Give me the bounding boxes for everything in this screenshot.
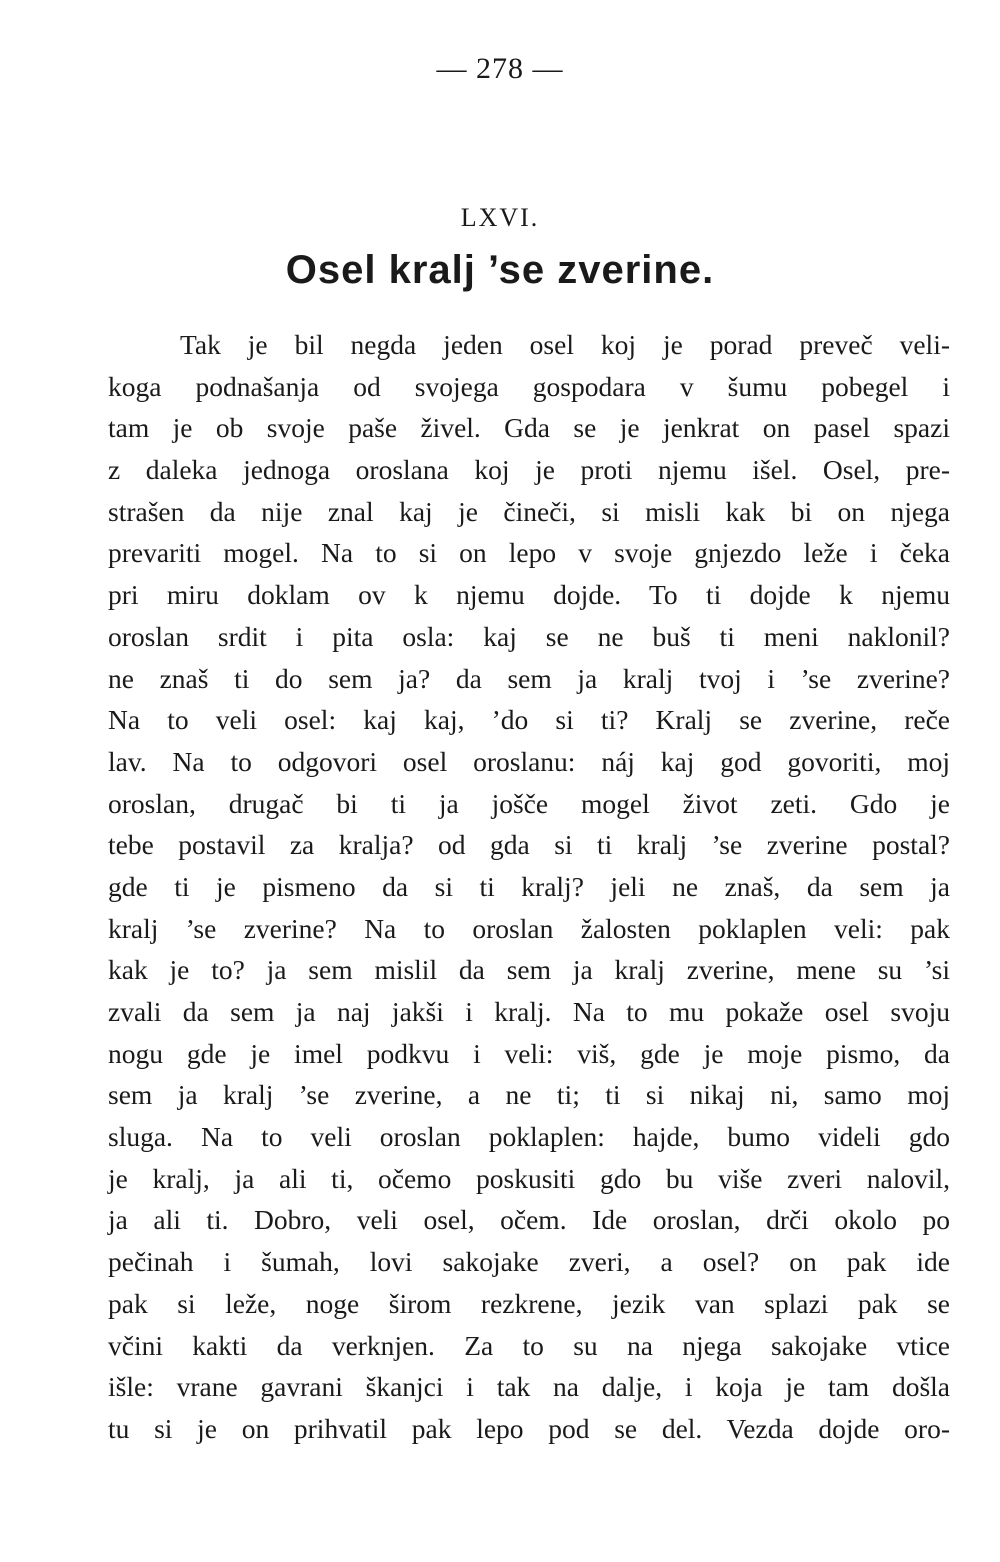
text-line: tu si je on prihvatil pak lepo pod se del. Vezda dojde oro- [108, 1412, 950, 1444]
text-line: pri miru doklam ov k njemu dojde. To ti dojde k njemu [108, 579, 950, 611]
text-line: išle: vrane gavrani škanjci i tak na dalje, i koja je tam došla [108, 1371, 950, 1403]
text-line: včini kakti da verknjen. Za to su na njega sakojake vtice [108, 1329, 950, 1361]
body-text [108, 324, 950, 1450]
chapter-title: Osel kralj ’se zverine. [285, 248, 715, 292]
text-line: koga podnašanja od svojega gospodara v šumu pobegel i [108, 370, 950, 402]
text-line: tam je ob svoje paše živel. Gda se je jenkrat on pasel spazi [108, 412, 950, 444]
text-line: pečinah i šumah, lovi sakojake zveri, a osel? on pak ide [108, 1246, 950, 1278]
text-line: sluga. Na to veli oroslan poklaplen: hajde, bumo videli gdo [108, 1121, 950, 1153]
text-line: strašen da nije znal kaj je čineči, si misli kak bi on njega [108, 495, 950, 527]
text-line: oroslan, drugač bi ti ja jošče mogel život zeti. Gdo je [108, 787, 950, 819]
page-number: — 278 — [436, 52, 564, 85]
text-line: lav. Na to odgovori osel oroslanu: náj kaj god govoriti, moj [108, 745, 950, 777]
text-line: nogu gde je imel podkvu i veli: viš, gde je moje pismo, da [108, 1037, 950, 1069]
text-line: ja ali ti. Dobro, veli osel, očem. Ide oroslan, drči okolo po [108, 1204, 950, 1236]
text-line: ne znaš ti do sem ja? da sem ja kralj tvoj i ’se zverine? [108, 662, 950, 694]
chapter-number: LXVI. [460, 203, 540, 232]
text-line: je kralj, ja ali ti, očemo poskusiti gdo bu više zveri nalovil, [108, 1162, 950, 1194]
text-line: Tak je bil negda jeden osel koj je porad preveč veli- [180, 329, 950, 360]
text-line: zvali da sem ja naj jakši i kralj. Na to mu pokaže osel svoju [108, 996, 950, 1027]
text-line: prevariti mogel. Na to si on lepo v svoje gnjezdo leže i čeka [108, 537, 950, 569]
text-line: gde ti je pismeno da si ti kralj? jeli ne znaš, da sem ja [108, 870, 950, 902]
text-line: oroslan srdit i pita osla: kaj se ne buš ti meni naklonil? [108, 620, 950, 652]
text-line: z daleka jednoga oroslana koj je proti njemu išel. Osel, pre- [108, 454, 950, 486]
text-line: kralj ’se zverine? Na to oroslan žalosten poklaplen veli: pak [108, 912, 950, 944]
text-line: sem ja kralj ’se zverine, a ne ti; ti si nikaj ni, samo moj [108, 1079, 950, 1111]
text-line: pak si leže, noge širom rezkrene, jezik van splazi pak se [108, 1287, 950, 1319]
text-line: tebe postavil za kralja? od gda si ti kralj ’se zverine postal? [108, 829, 950, 861]
text-line: kak je to? ja sem mislil da sem ja kralj zverine, mene su ’si [108, 954, 950, 986]
text-line: Na to veli osel: kaj kaj, ’do si ti? Kralj se zverine, reče [108, 704, 950, 736]
